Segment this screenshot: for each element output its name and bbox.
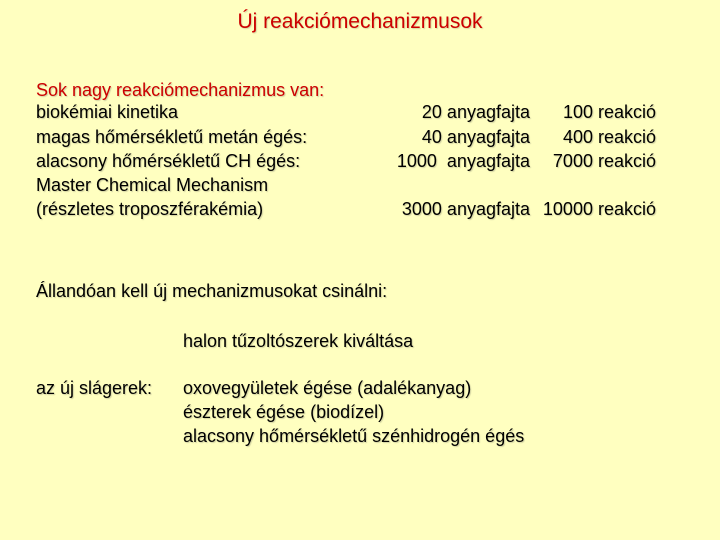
species-count: 1000 anyagfajta <box>396 151 530 171</box>
reaction-count: 10000 reakció <box>542 199 656 219</box>
mechanism-name: (részletes troposzférakémia) <box>36 199 264 219</box>
species-count: 20 anyagfajta <box>421 102 530 122</box>
hit-item: alacsony hőmérsékletű szénhidrogén égés <box>183 426 525 446</box>
mechanism-name: magas hőmérsékletű metán égés: <box>36 127 308 147</box>
mechanism-name: biokémiai kinetika <box>36 102 179 122</box>
reaction-count: 100 reakció <box>562 102 656 122</box>
mechanism-name: Master Chemical Mechanism <box>36 175 269 195</box>
need-heading: Állandóan kell új mechanizmusokat csinálni: <box>36 281 388 301</box>
slide-title: Új reakciómechanizmusok <box>237 10 483 33</box>
hit-item: oxovegyületek égése (adalékanyag) <box>183 378 472 398</box>
mechanism-name: alacsony hőmérsékletű CH égés: <box>36 151 301 171</box>
halon-item: halon tűzoltószerek kiváltása <box>183 331 414 351</box>
reaction-count: 400 reakció <box>562 127 656 147</box>
hits-label: az új slágerek: <box>36 378 153 398</box>
species-count: 3000 anyagfajta <box>401 199 530 219</box>
intro-text: Sok nagy reakciómechanizmus van: <box>36 80 325 100</box>
hit-item: észterek égése (biodízel) <box>183 402 385 422</box>
species-count: 40 anyagfajta <box>421 127 530 147</box>
reaction-count: 7000 reakció <box>552 151 656 171</box>
